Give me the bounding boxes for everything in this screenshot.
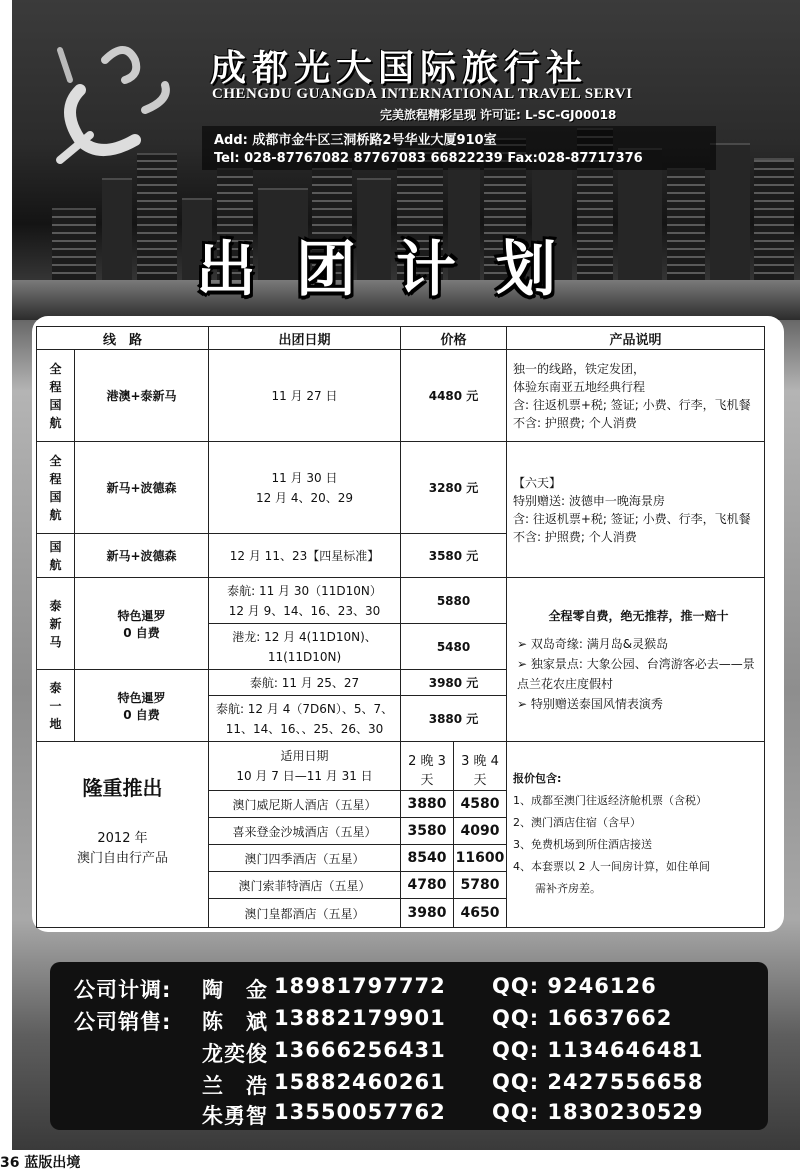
departure-date: 11 月 27 日	[209, 350, 401, 442]
hotel-prices: 3980 4650	[401, 899, 507, 928]
price: 3280 元	[401, 442, 507, 534]
package-includes: 报价包含: 1、成都至澳门往返经济舱机票（含税） 2、澳门酒店住宿（含早） 3、免费机场到所住酒店接送 4、本套票以 2 人一间房计算，如住单间 需补齐房差。	[507, 742, 765, 928]
plan-title: 出团计划	[196, 235, 596, 305]
price: 3980 元	[401, 670, 507, 696]
bullet-icon: ➢	[517, 636, 528, 651]
contact-name: 朱勇智	[202, 1104, 268, 1128]
route-name: 港澳+泰新马	[75, 350, 209, 442]
table-row	[37, 578, 765, 624]
agency-title-english: CHENGDU GUANGDA INTERNATIONAL TRAVEL SERVI	[212, 86, 633, 102]
contact-qq: QQ: 16637662	[492, 1006, 673, 1030]
address: Add: 成都市金牛区三洞桥路2号华业大厦910室	[214, 133, 497, 148]
table-header-row	[37, 327, 765, 350]
departure-date: 泰航: 11 月 25、27	[209, 670, 401, 696]
header-description: 产品说明	[507, 327, 765, 350]
route-name: 新马+波德森	[75, 442, 209, 534]
departure-date: 港龙: 12 月 4(11D10N)、 11(11D10N)	[209, 624, 401, 670]
applicable-dates: 适用日期 10 月 7 日—11 月 31 日	[209, 742, 401, 791]
contact-qq: QQ: 1830230529	[492, 1100, 704, 1124]
group-label: 泰一地	[37, 670, 75, 742]
night-columns	[401, 742, 507, 791]
agency-logo-icon	[50, 30, 180, 170]
contact-name: 兰 浩	[202, 1074, 268, 1098]
contact-name: 龙奕俊	[202, 1042, 268, 1066]
contact-phone: 13666256431	[274, 1038, 446, 1062]
hotel-name: 澳门威尼斯人酒店（五星）	[209, 791, 401, 818]
promo-title: 隆重推出	[82, 776, 163, 800]
contact-phone: 13882179901	[274, 1006, 446, 1030]
col-2n3d: 2 晚 3 天	[401, 742, 454, 790]
route-name: 特色暹罗 0 自费	[75, 670, 209, 742]
hotel-prices: 3880 4580	[401, 791, 507, 818]
contact-name: 陶 金	[202, 978, 268, 1002]
departure-date: 泰航: 11 月 30（11D10N） 12 月 9、14、16、23、30	[209, 578, 401, 624]
product-description: 全程零自费，绝无推荐，推一赔十 ➢ 双岛奇缘: 满月岛&灵猴岛 ➢ 独家景点: 大象公园、台湾游客必去——景点兰花农庄度假村 ➢ 特别赠送泰国风情表演秀	[507, 578, 765, 742]
hotel-name: 喜来登金沙城酒店（五星）	[209, 818, 401, 845]
price: 5480	[401, 624, 507, 670]
col-3n4d: 3 晚 4 天	[461, 754, 499, 788]
contact-phone: 13550057762	[274, 1100, 446, 1124]
hotel-prices: 3580 4090	[401, 818, 507, 845]
table-row	[37, 742, 765, 791]
contact-qq: QQ: 1134646481	[492, 1038, 704, 1062]
hotel-prices: 4780 5780	[401, 872, 507, 899]
table-row	[37, 442, 765, 534]
group-label: 泰新马	[37, 578, 75, 670]
hotel-name: 澳门皇都酒店（五星）	[209, 899, 401, 928]
address-box	[202, 126, 716, 170]
contact-row	[74, 1038, 764, 1066]
contact-phone: 15882460261	[274, 1070, 446, 1094]
schedule-table	[36, 326, 765, 928]
contact-name: 陈 斌	[202, 1010, 268, 1034]
promo-year: 2012 年	[97, 831, 148, 846]
promo-cell	[37, 742, 209, 928]
product-description: 【六天】 特别赠送: 波德申一晚海景房 含: 往返机票+税; 签证; 小费、行李，飞机餐 不含: 护照费; 个人消费	[507, 442, 765, 578]
departure-date: 12 月 11、23【四星标准】	[209, 534, 401, 578]
price: 4480 元	[401, 350, 507, 442]
price: 5880	[401, 578, 507, 624]
license-number: 许可证: L-SC-GJ00018	[480, 108, 617, 122]
table-row	[37, 350, 765, 442]
product-description: 独一的线路，铁定发团， 体验东南亚五地经典行程 含: 往返机票+税; 签证; 小费、行李，飞机餐 不含: 护照费; 个人消费	[507, 350, 765, 442]
header-date: 出团日期	[209, 327, 401, 350]
route-name: 特色暹罗 0 自费	[75, 578, 209, 670]
agency-title: 成都光大国际旅行社	[210, 47, 589, 89]
price: 3880 元	[401, 696, 507, 742]
header-price: 价格	[401, 327, 507, 350]
contact-qq: QQ: 9246126	[492, 974, 657, 998]
promo-product: 澳门自由行产品	[77, 851, 169, 866]
contact-row	[74, 974, 764, 1002]
contact-row	[74, 1070, 764, 1098]
header-route: 线 路	[37, 327, 209, 350]
hotel-name: 澳门索菲特酒店（五星）	[209, 872, 401, 899]
contact-row	[74, 1006, 764, 1034]
contact-role: 公司计调:	[74, 978, 172, 1002]
price: 3580 元	[401, 534, 507, 578]
contact-row	[74, 1100, 764, 1128]
slogan: 完美旅程精彩呈现	[380, 108, 477, 122]
telephone: Tel: 028-87767082 87767083 66822239 Fax:028-87717376	[214, 151, 643, 166]
contact-phone: 18981797772	[274, 974, 446, 998]
hotel-prices: 8540 11600	[401, 845, 507, 872]
bullet-icon: ➢	[517, 656, 528, 671]
route-name: 新马+波德森	[75, 534, 209, 578]
group-label: 全程国航	[37, 442, 75, 534]
bullet-icon: ➢	[517, 696, 528, 711]
departure-date: 11 月 30 日 12 月 4、20、29	[209, 442, 401, 534]
departure-date: 泰航: 12 月 4（7D6N）、5、7、 11、14、16、、25、26、30	[209, 696, 401, 742]
page-footer: 36 蓝版出境	[0, 1155, 81, 1171]
hotel-name: 澳门四季酒店（五星）	[209, 845, 401, 872]
contact-qq: QQ: 2427556658	[492, 1070, 704, 1094]
contact-role: 公司销售:	[74, 1010, 172, 1034]
group-label: 国航	[37, 534, 75, 578]
group-label: 全程国航	[37, 350, 75, 442]
